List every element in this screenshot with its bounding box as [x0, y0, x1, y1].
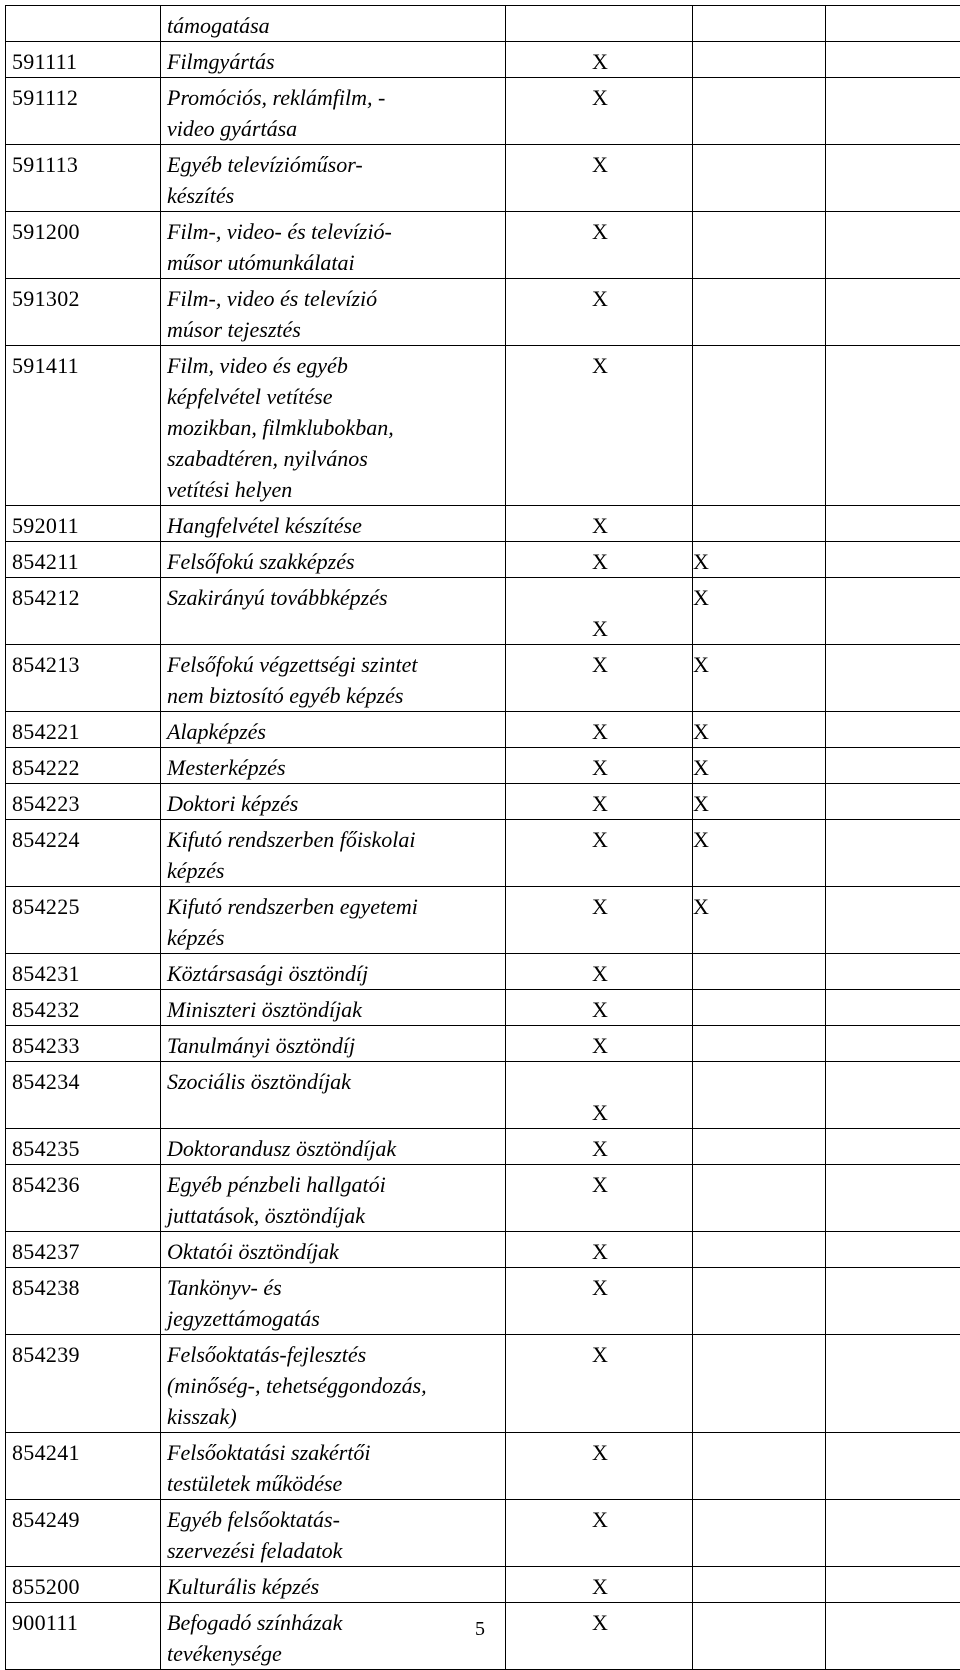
description-line: Hangfelvétel készítése [167, 510, 501, 541]
table-row [6, 279, 960, 346]
mark-cell-b [693, 506, 826, 542]
description-line: Miniszteri ösztöndíjak [167, 994, 501, 1025]
description-line: tevékenysége [167, 1638, 501, 1669]
activity-code-cell: 592011 [6, 506, 161, 542]
mark-cell-a: X [506, 1026, 693, 1062]
mark-cell-b [693, 1500, 826, 1567]
activity-code-cell: 854222 [6, 748, 161, 784]
mark-cell-a [506, 6, 693, 42]
table-row [6, 542, 960, 578]
activity-description-cell [161, 1335, 506, 1433]
activity-description-cell [161, 212, 506, 279]
mark-cell-a: X [506, 1567, 693, 1603]
description-line: nem biztosító egyéb képzés [167, 680, 501, 711]
description-line: Kulturális képzés [167, 1571, 501, 1602]
mark-cell-c [826, 784, 960, 820]
description-line: szabadtéren, nyilvános [167, 443, 501, 474]
mark-cell-c [826, 42, 960, 78]
description-line [167, 1097, 501, 1128]
activity-code-cell: 854236 [6, 1165, 161, 1232]
mark-cell-a: X [506, 1433, 693, 1500]
description-line: juttatások, ösztöndíjak [167, 1200, 501, 1231]
activity-code-cell: 854231 [6, 954, 161, 990]
mark-cell-a: X [506, 784, 693, 820]
mark-cell-b [693, 145, 826, 212]
mark-cell-c [826, 6, 960, 42]
mark-cell-a: X [506, 506, 693, 542]
description-line: Mesterképzés [167, 752, 501, 783]
table-row [6, 784, 960, 820]
description-line: Tankönyv- és [167, 1272, 501, 1303]
activity-description-cell [161, 78, 506, 145]
mark-cell-c [826, 1232, 960, 1268]
description-line: Felsőfokú szakképzés [167, 546, 501, 577]
table-row [6, 1165, 960, 1232]
description-line: mozikban, filmklubokban, [167, 412, 501, 443]
mark-cell-a: X [506, 990, 693, 1026]
activity-description-cell [161, 1567, 506, 1603]
table-row [6, 506, 960, 542]
mark-cell-a: X [506, 1500, 693, 1567]
mark-cell-c [826, 1335, 960, 1433]
activity-description-cell [161, 1062, 506, 1129]
table-row [6, 1500, 960, 1567]
activity-description-cell [161, 748, 506, 784]
mark-cell-b: X [693, 578, 826, 645]
mark-cell-c [826, 1433, 960, 1500]
table-row [6, 887, 960, 954]
mark-cell-a: X [506, 42, 693, 78]
page-number: 5 [0, 1618, 960, 1641]
mark-cell-b [693, 1129, 826, 1165]
description-line: Egyéb felsőoktatás- [167, 1504, 501, 1535]
activity-code-cell: 900111 [6, 1603, 161, 1670]
activity-description-cell [161, 279, 506, 346]
mark-cell-b: X [693, 820, 826, 887]
description-line: Kifutó rendszerben egyetemi [167, 891, 501, 922]
mark-cell-c [826, 542, 960, 578]
table-row [6, 578, 960, 645]
activity-code-cell [6, 6, 161, 42]
mark-cell-c [826, 1268, 960, 1335]
activity-description-cell [161, 954, 506, 990]
mark-cell-b: X [693, 712, 826, 748]
activity-description-cell [161, 506, 506, 542]
activity-code-cell: 854241 [6, 1433, 161, 1500]
mark-cell-a: X [506, 820, 693, 887]
mark-cell-c [826, 578, 960, 645]
description-line: Promóciós, reklámfilm, - [167, 82, 501, 113]
activity-code-cell: 854224 [6, 820, 161, 887]
mark-cell-c [826, 78, 960, 145]
mark-cell-c [826, 990, 960, 1026]
mark-cell-a: X [506, 645, 693, 712]
table-row [6, 748, 960, 784]
mark-cell-b [693, 42, 826, 78]
description-line: jegyzettámogatás [167, 1303, 501, 1334]
mark-cell-c [826, 346, 960, 506]
mark-cell-a: X [506, 279, 693, 346]
description-line: Felsőoktatási szakértői [167, 1437, 501, 1468]
table-row [6, 1335, 960, 1433]
activity-code-cell: 591200 [6, 212, 161, 279]
description-line: képzés [167, 922, 501, 953]
mark-cell-b [693, 1268, 826, 1335]
description-line: Filmgyártás [167, 46, 501, 77]
activity-description-cell [161, 990, 506, 1026]
mark-cell-c [826, 1165, 960, 1232]
table-row [6, 1129, 960, 1165]
mark-cell-a: X [506, 578, 693, 645]
table-row [6, 645, 960, 712]
activity-description-cell [161, 645, 506, 712]
activity-description-cell [161, 542, 506, 578]
description-line: készítés [167, 180, 501, 211]
description-line: Felsőfokú végzettségi szintet [167, 649, 501, 680]
activity-code-cell: 591113 [6, 145, 161, 212]
activity-code-cell: 854238 [6, 1268, 161, 1335]
mark-cell-c [826, 1500, 960, 1567]
mark-cell-a: X [506, 748, 693, 784]
description-line: támogatása [167, 10, 501, 41]
description-line: képfelvétel vetítése [167, 381, 501, 412]
table-row [6, 6, 960, 42]
activity-code-cell: 854232 [6, 990, 161, 1026]
mark-cell-c [826, 1026, 960, 1062]
activity-description-cell [161, 887, 506, 954]
activity-description-cell [161, 1433, 506, 1500]
description-line: Befogadó színházak [167, 1607, 501, 1638]
mark-cell-a: X [506, 78, 693, 145]
mark-cell-b [693, 1567, 826, 1603]
mark-cell-b [693, 346, 826, 506]
description-line: Oktatói ösztöndíjak [167, 1236, 501, 1267]
mark-cell-a: X [506, 1335, 693, 1433]
mark-cell-a: X [506, 145, 693, 212]
mark-cell-b [693, 6, 826, 42]
description-line: Doktorandusz ösztöndíjak [167, 1133, 501, 1164]
mark-cell-b [693, 212, 826, 279]
table-row [6, 1026, 960, 1062]
activity-code-cell: 854239 [6, 1335, 161, 1433]
activity-code-cell: 854237 [6, 1232, 161, 1268]
description-line: Felsőoktatás-fejlesztés [167, 1339, 501, 1370]
activity-description-cell [161, 346, 506, 506]
activity-code-cell: 854249 [6, 1500, 161, 1567]
description-line [167, 613, 501, 644]
table-row [6, 1232, 960, 1268]
activity-description-cell [161, 1268, 506, 1335]
table-row [6, 820, 960, 887]
table-row [6, 990, 960, 1026]
activity-code-table [5, 5, 960, 1670]
mark-cell-c [826, 645, 960, 712]
mark-cell-b [693, 954, 826, 990]
mark-cell-b [693, 279, 826, 346]
activity-code-cell: 591111 [6, 42, 161, 78]
mark-cell-c [826, 1062, 960, 1129]
description-line: Film, video és egyéb [167, 350, 501, 381]
mark-cell-b [693, 990, 826, 1026]
mark-cell-c [826, 1129, 960, 1165]
activity-code-cell: 591112 [6, 78, 161, 145]
description-line: Alapképzés [167, 716, 501, 747]
description-line: Tanulmányi ösztöndíj [167, 1030, 501, 1061]
mark-cell-a: X [506, 1268, 693, 1335]
mark-cell-a: X [506, 346, 693, 506]
mark-cell-b [693, 1062, 826, 1129]
mark-cell-a: X [506, 887, 693, 954]
description-line: vetítési helyen [167, 474, 501, 505]
activity-description-cell [161, 1500, 506, 1567]
mark-cell-c [826, 1567, 960, 1603]
description-line: Film-, video- és televízió- [167, 216, 501, 247]
mark-cell-c [826, 212, 960, 279]
mark-cell-c [826, 820, 960, 887]
description-line: képzés [167, 855, 501, 886]
table-row [6, 42, 960, 78]
activity-code-cell: 854213 [6, 645, 161, 712]
table-row [6, 212, 960, 279]
activity-description-cell [161, 1026, 506, 1062]
mark-cell-c [826, 954, 960, 990]
mark-cell-a: X [506, 1232, 693, 1268]
activity-code-cell: 854211 [6, 542, 161, 578]
mark-cell-b: X [693, 542, 826, 578]
description-line: Egyéb pénzbeli hallgatói [167, 1169, 501, 1200]
description-line: műsor utómunkálatai [167, 247, 501, 278]
activity-code-cell: 855200 [6, 1567, 161, 1603]
description-line: Film-, video és televízió [167, 283, 501, 314]
description-line: video gyártása [167, 113, 501, 144]
description-line: Doktori képzés [167, 788, 501, 819]
mark-cell-b [693, 1232, 826, 1268]
mark-cell-b: X [693, 748, 826, 784]
activity-code-cell: 591302 [6, 279, 161, 346]
activity-code-cell: 591411 [6, 346, 161, 506]
activity-code-cell: 854235 [6, 1129, 161, 1165]
description-line: kisszak) [167, 1401, 501, 1432]
table-row [6, 1062, 960, 1129]
activity-code-cell: 854233 [6, 1026, 161, 1062]
table-row [6, 712, 960, 748]
description-line: Egyéb televízióműsor- [167, 149, 501, 180]
mark-cell-c [826, 887, 960, 954]
description-line: szervezési feladatok [167, 1535, 501, 1566]
activity-description-cell [161, 578, 506, 645]
mark-cell-a: X [506, 1603, 693, 1670]
activity-description-cell [161, 145, 506, 212]
mark-cell-a: X [506, 1062, 693, 1129]
mark-cell-c [826, 506, 960, 542]
mark-cell-b [693, 1433, 826, 1500]
mark-cell-b: X [693, 645, 826, 712]
mark-cell-b [693, 1165, 826, 1232]
activity-code-cell: 854223 [6, 784, 161, 820]
table-row [6, 346, 960, 506]
activity-description-cell [161, 784, 506, 820]
mark-cell-a: X [506, 1129, 693, 1165]
description-line: Szociális ösztöndíjak [167, 1066, 501, 1097]
mark-cell-b: X [693, 784, 826, 820]
activity-code-cell: 854212 [6, 578, 161, 645]
mark-cell-a: X [506, 1165, 693, 1232]
table-body [6, 6, 960, 1670]
table-row [6, 954, 960, 990]
mark-cell-c [826, 279, 960, 346]
table-row [6, 1433, 960, 1500]
mark-cell-c [826, 748, 960, 784]
description-line: músor tejesztés [167, 314, 501, 345]
mark-cell-a: X [506, 212, 693, 279]
mark-cell-b [693, 1026, 826, 1062]
table-row [6, 78, 960, 145]
mark-cell-a: X [506, 542, 693, 578]
description-line: Kifutó rendszerben főiskolai [167, 824, 501, 855]
activity-code-cell: 854221 [6, 712, 161, 748]
description-line: testületek működése [167, 1468, 501, 1499]
table-row [6, 1268, 960, 1335]
activity-description-cell [161, 42, 506, 78]
table-row [6, 145, 960, 212]
mark-cell-c [826, 712, 960, 748]
mark-cell-b [693, 78, 826, 145]
activity-description-cell [161, 1129, 506, 1165]
activity-description-cell [161, 1232, 506, 1268]
mark-cell-b: X [693, 887, 826, 954]
description-line: Köztársasági ösztöndíj [167, 958, 501, 989]
activity-code-cell: 854225 [6, 887, 161, 954]
activity-description-cell [161, 6, 506, 42]
activity-description-cell [161, 712, 506, 748]
table-row [6, 1567, 960, 1603]
mark-cell-a: X [506, 712, 693, 748]
activity-description-cell [161, 820, 506, 887]
activity-description-cell [161, 1165, 506, 1232]
mark-cell-b [693, 1335, 826, 1433]
mark-cell-a: X [506, 954, 693, 990]
description-line: (minőség-, tehetséggondozás, [167, 1370, 501, 1401]
mark-cell-c [826, 145, 960, 212]
activity-code-cell: 854234 [6, 1062, 161, 1129]
description-line: Szakirányú továbbképzés [167, 582, 501, 613]
